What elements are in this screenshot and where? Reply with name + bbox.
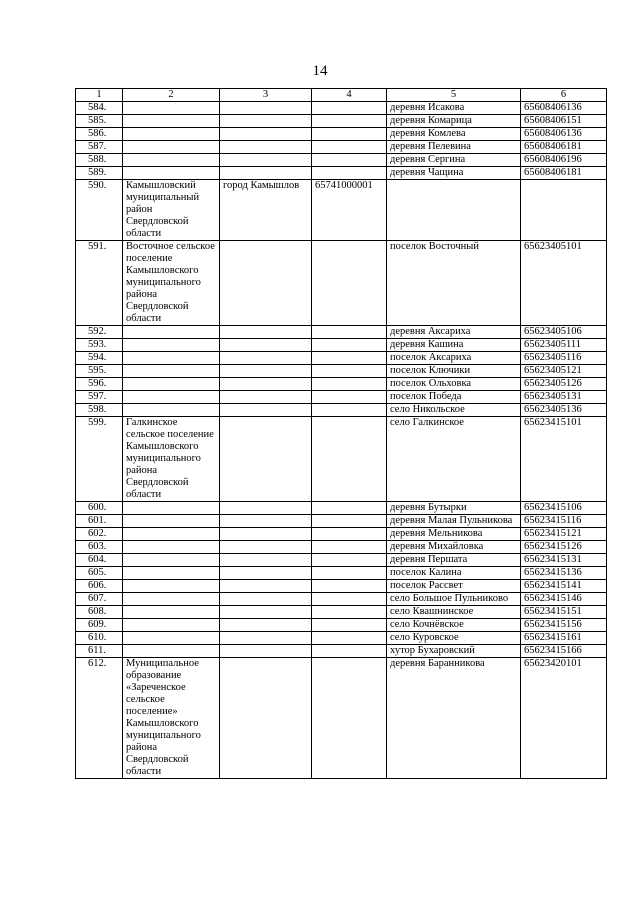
table-row bbox=[76, 128, 607, 141]
row-number-cell: 586. bbox=[76, 128, 123, 141]
city-cell bbox=[220, 378, 312, 391]
municipality-cell: Восточное сельское поселение Камышловского муниципального района Свердловской области bbox=[123, 241, 220, 326]
oktmo-code-cell: 65623415131 bbox=[521, 554, 607, 567]
oktmo-code-cell: 65608406136 bbox=[521, 102, 607, 115]
table-row bbox=[76, 391, 607, 404]
locality-cell: село Куровское bbox=[387, 632, 521, 645]
row-number-cell: 593. bbox=[76, 339, 123, 352]
city-cell bbox=[220, 128, 312, 141]
city-cell bbox=[220, 528, 312, 541]
locality-cell: деревня Першата bbox=[387, 554, 521, 567]
table-row bbox=[76, 365, 607, 378]
oktmo-code-cell: 65623405131 bbox=[521, 391, 607, 404]
city-oktmo-cell bbox=[312, 580, 387, 593]
table-row bbox=[76, 658, 607, 779]
row-number-cell: 588. bbox=[76, 154, 123, 167]
table-row bbox=[76, 115, 607, 128]
municipality-cell bbox=[123, 580, 220, 593]
city-cell bbox=[220, 606, 312, 619]
city-oktmo-cell bbox=[312, 404, 387, 417]
city-cell bbox=[220, 102, 312, 115]
city-cell bbox=[220, 658, 312, 779]
municipality-cell bbox=[123, 606, 220, 619]
municipality-cell bbox=[123, 541, 220, 554]
locality-cell: деревня Михайловка bbox=[387, 541, 521, 554]
city-cell bbox=[220, 502, 312, 515]
oktmo-code-cell: 65608406196 bbox=[521, 154, 607, 167]
city-oktmo-cell bbox=[312, 339, 387, 352]
city-cell bbox=[220, 326, 312, 339]
city-oktmo-cell bbox=[312, 417, 387, 502]
row-number-cell: 604. bbox=[76, 554, 123, 567]
row-number-cell: 587. bbox=[76, 141, 123, 154]
city-cell bbox=[220, 404, 312, 417]
city-cell bbox=[220, 567, 312, 580]
city-oktmo-cell bbox=[312, 632, 387, 645]
locality-cell: поселок Аксариха bbox=[387, 352, 521, 365]
oktmo-code-cell: 65623415136 bbox=[521, 567, 607, 580]
row-number-cell: 585. bbox=[76, 115, 123, 128]
city-cell bbox=[220, 645, 312, 658]
table-row bbox=[76, 167, 607, 180]
table-row bbox=[76, 632, 607, 645]
city-cell bbox=[220, 141, 312, 154]
locality-cell: село Никольское bbox=[387, 404, 521, 417]
row-number-cell: 612. bbox=[76, 658, 123, 779]
city-cell bbox=[220, 391, 312, 404]
row-number-cell: 599. bbox=[76, 417, 123, 502]
municipality-cell bbox=[123, 645, 220, 658]
row-number-cell: 595. bbox=[76, 365, 123, 378]
oktmo-code-cell: 65623405101 bbox=[521, 241, 607, 326]
municipality-cell bbox=[123, 632, 220, 645]
locality-cell: деревня Исакова bbox=[387, 102, 521, 115]
city-oktmo-cell bbox=[312, 391, 387, 404]
table-row bbox=[76, 541, 607, 554]
city-cell: город Камышлов bbox=[220, 180, 312, 241]
row-number-cell: 597. bbox=[76, 391, 123, 404]
oktmo-code-cell: 65623415126 bbox=[521, 541, 607, 554]
locality-cell: поселок Рассвет bbox=[387, 580, 521, 593]
row-number-cell: 594. bbox=[76, 352, 123, 365]
oktmo-code-cell: 65623415121 bbox=[521, 528, 607, 541]
municipality-cell bbox=[123, 128, 220, 141]
municipality-cell bbox=[123, 515, 220, 528]
city-cell bbox=[220, 580, 312, 593]
table-row bbox=[76, 645, 607, 658]
row-number-cell: 603. bbox=[76, 541, 123, 554]
oktmo-code-cell: 65623415151 bbox=[521, 606, 607, 619]
oktmo-code-cell: 65623415166 bbox=[521, 645, 607, 658]
city-cell bbox=[220, 241, 312, 326]
municipality-cell: Галкинское сельское поселение Камышловского муниципального района Свердловской области bbox=[123, 417, 220, 502]
oktmo-code-cell: 65608406181 bbox=[521, 167, 607, 180]
locality-cell: деревня Аксариха bbox=[387, 326, 521, 339]
column-header: 3 bbox=[220, 89, 312, 102]
row-number-cell: 608. bbox=[76, 606, 123, 619]
city-oktmo-cell bbox=[312, 541, 387, 554]
table-row bbox=[76, 554, 607, 567]
table-row bbox=[76, 502, 607, 515]
table-row bbox=[76, 352, 607, 365]
table-row bbox=[76, 241, 607, 326]
table-row bbox=[76, 141, 607, 154]
city-cell bbox=[220, 339, 312, 352]
row-number-cell: 601. bbox=[76, 515, 123, 528]
city-oktmo-cell bbox=[312, 593, 387, 606]
locality-cell: село Большое Пульниково bbox=[387, 593, 521, 606]
municipality-cell bbox=[123, 502, 220, 515]
oktmo-code-cell: 65623415106 bbox=[521, 502, 607, 515]
locality-cell: деревня Пелевина bbox=[387, 141, 521, 154]
oktmo-code-cell: 65608406151 bbox=[521, 115, 607, 128]
row-number-cell: 606. bbox=[76, 580, 123, 593]
row-number-cell: 602. bbox=[76, 528, 123, 541]
column-header: 6 bbox=[521, 89, 607, 102]
city-oktmo-cell bbox=[312, 378, 387, 391]
locality-cell: деревня Малая Пульникова bbox=[387, 515, 521, 528]
column-header: 2 bbox=[123, 89, 220, 102]
table-header-row bbox=[76, 89, 607, 102]
city-oktmo-cell bbox=[312, 567, 387, 580]
municipality-cell bbox=[123, 404, 220, 417]
row-number-cell: 584. bbox=[76, 102, 123, 115]
row-number-cell: 592. bbox=[76, 326, 123, 339]
table-row bbox=[76, 404, 607, 417]
municipality-cell bbox=[123, 339, 220, 352]
oktmo-code-cell: 65623415146 bbox=[521, 593, 607, 606]
city-oktmo-cell: 65741000001 bbox=[312, 180, 387, 241]
municipality-cell bbox=[123, 115, 220, 128]
city-cell bbox=[220, 554, 312, 567]
oktmo-code-cell: 65623405116 bbox=[521, 352, 607, 365]
oktmo-code-cell: 65608406181 bbox=[521, 141, 607, 154]
city-oktmo-cell bbox=[312, 515, 387, 528]
municipality-cell bbox=[123, 528, 220, 541]
locality-cell: село Квашнинское bbox=[387, 606, 521, 619]
municipality-cell: Камышловский муниципальный район Свердловской области bbox=[123, 180, 220, 241]
city-cell bbox=[220, 417, 312, 502]
oktmo-code-cell: 65623405136 bbox=[521, 404, 607, 417]
oktmo-code-cell: 65623415116 bbox=[521, 515, 607, 528]
locality-cell: деревня Баранникова bbox=[387, 658, 521, 779]
row-number-cell: 607. bbox=[76, 593, 123, 606]
city-oktmo-cell bbox=[312, 352, 387, 365]
city-oktmo-cell bbox=[312, 154, 387, 167]
city-oktmo-cell bbox=[312, 167, 387, 180]
city-oktmo-cell bbox=[312, 554, 387, 567]
city-oktmo-cell bbox=[312, 606, 387, 619]
column-header: 1 bbox=[76, 89, 123, 102]
row-number-cell: 589. bbox=[76, 167, 123, 180]
table-row bbox=[76, 567, 607, 580]
municipality-cell bbox=[123, 378, 220, 391]
oktmo-code-cell: 65623415141 bbox=[521, 580, 607, 593]
city-oktmo-cell bbox=[312, 128, 387, 141]
table-row bbox=[76, 580, 607, 593]
locality-cell: село Галкинское bbox=[387, 417, 521, 502]
table-row bbox=[76, 593, 607, 606]
locality-cell: поселок Ольховка bbox=[387, 378, 521, 391]
city-oktmo-cell bbox=[312, 645, 387, 658]
municipality-cell bbox=[123, 619, 220, 632]
municipality-cell bbox=[123, 352, 220, 365]
municipality-cell bbox=[123, 141, 220, 154]
page-number: 14 bbox=[312, 63, 328, 79]
oktmo-code-cell: 65608406136 bbox=[521, 128, 607, 141]
municipality-cell bbox=[123, 391, 220, 404]
municipality-cell bbox=[123, 102, 220, 115]
oktmo-code-cell: 65623420101 bbox=[521, 658, 607, 779]
municipality-cell bbox=[123, 365, 220, 378]
locality-cell: село Кочнёвское bbox=[387, 619, 521, 632]
city-oktmo-cell bbox=[312, 528, 387, 541]
row-number-cell: 596. bbox=[76, 378, 123, 391]
city-oktmo-cell bbox=[312, 141, 387, 154]
table-row bbox=[76, 417, 607, 502]
municipality-cell bbox=[123, 154, 220, 167]
city-oktmo-cell bbox=[312, 619, 387, 632]
city-cell bbox=[220, 115, 312, 128]
row-number-cell: 609. bbox=[76, 619, 123, 632]
city-cell bbox=[220, 352, 312, 365]
row-number-cell: 598. bbox=[76, 404, 123, 417]
locality-cell: деревня Сергина bbox=[387, 154, 521, 167]
municipality-cell bbox=[123, 593, 220, 606]
city-oktmo-cell bbox=[312, 326, 387, 339]
row-number-cell: 611. bbox=[76, 645, 123, 658]
table-body bbox=[76, 102, 607, 779]
row-number-cell: 600. bbox=[76, 502, 123, 515]
oktmo-code-cell: 65623405106 bbox=[521, 326, 607, 339]
row-number-cell: 610. bbox=[76, 632, 123, 645]
municipality-cell bbox=[123, 567, 220, 580]
settlements-table bbox=[75, 88, 607, 779]
locality-cell: деревня Чащина bbox=[387, 167, 521, 180]
table-row bbox=[76, 102, 607, 115]
locality-cell: деревня Бутырки bbox=[387, 502, 521, 515]
city-oktmo-cell bbox=[312, 365, 387, 378]
oktmo-code-cell: 65623405111 bbox=[521, 339, 607, 352]
city-oktmo-cell bbox=[312, 241, 387, 326]
city-oktmo-cell bbox=[312, 502, 387, 515]
locality-cell: деревня Кашина bbox=[387, 339, 521, 352]
table-row bbox=[76, 528, 607, 541]
table-row bbox=[76, 180, 607, 241]
oktmo-code-cell: 65623415101 bbox=[521, 417, 607, 502]
locality-cell: поселок Калина bbox=[387, 567, 521, 580]
table-row bbox=[76, 339, 607, 352]
locality-cell: хутор Бухаровский bbox=[387, 645, 521, 658]
table-row bbox=[76, 515, 607, 528]
table-row bbox=[76, 619, 607, 632]
city-cell bbox=[220, 632, 312, 645]
table-row bbox=[76, 606, 607, 619]
oktmo-code-cell: 65623415156 bbox=[521, 619, 607, 632]
city-cell bbox=[220, 541, 312, 554]
municipality-cell: Муниципальное образование «Зареченское сельское поселение» Камышловского муниципального района Свердловской области bbox=[123, 658, 220, 779]
city-cell bbox=[220, 593, 312, 606]
city-cell bbox=[220, 515, 312, 528]
city-cell bbox=[220, 619, 312, 632]
oktmo-code-cell bbox=[521, 180, 607, 241]
locality-cell: поселок Восточный bbox=[387, 241, 521, 326]
table-row bbox=[76, 154, 607, 167]
municipality-cell bbox=[123, 326, 220, 339]
city-oktmo-cell bbox=[312, 115, 387, 128]
locality-cell: деревня Мельникова bbox=[387, 528, 521, 541]
oktmo-code-cell: 65623415161 bbox=[521, 632, 607, 645]
oktmo-code-cell: 65623405126 bbox=[521, 378, 607, 391]
locality-cell: поселок Победа bbox=[387, 391, 521, 404]
oktmo-code-cell: 65623405121 bbox=[521, 365, 607, 378]
locality-cell: деревня Комлева bbox=[387, 128, 521, 141]
locality-cell: поселок Ключики bbox=[387, 365, 521, 378]
table-row bbox=[76, 378, 607, 391]
city-cell bbox=[220, 365, 312, 378]
row-number-cell: 605. bbox=[76, 567, 123, 580]
table-row bbox=[76, 326, 607, 339]
locality-cell: деревня Комарица bbox=[387, 115, 521, 128]
city-cell bbox=[220, 167, 312, 180]
city-oktmo-cell bbox=[312, 658, 387, 779]
row-number-cell: 591. bbox=[76, 241, 123, 326]
locality-cell bbox=[387, 180, 521, 241]
city-oktmo-cell bbox=[312, 102, 387, 115]
column-header: 5 bbox=[387, 89, 521, 102]
row-number-cell: 590. bbox=[76, 180, 123, 241]
municipality-cell bbox=[123, 554, 220, 567]
municipality-cell bbox=[123, 167, 220, 180]
column-header: 4 bbox=[312, 89, 387, 102]
city-cell bbox=[220, 154, 312, 167]
